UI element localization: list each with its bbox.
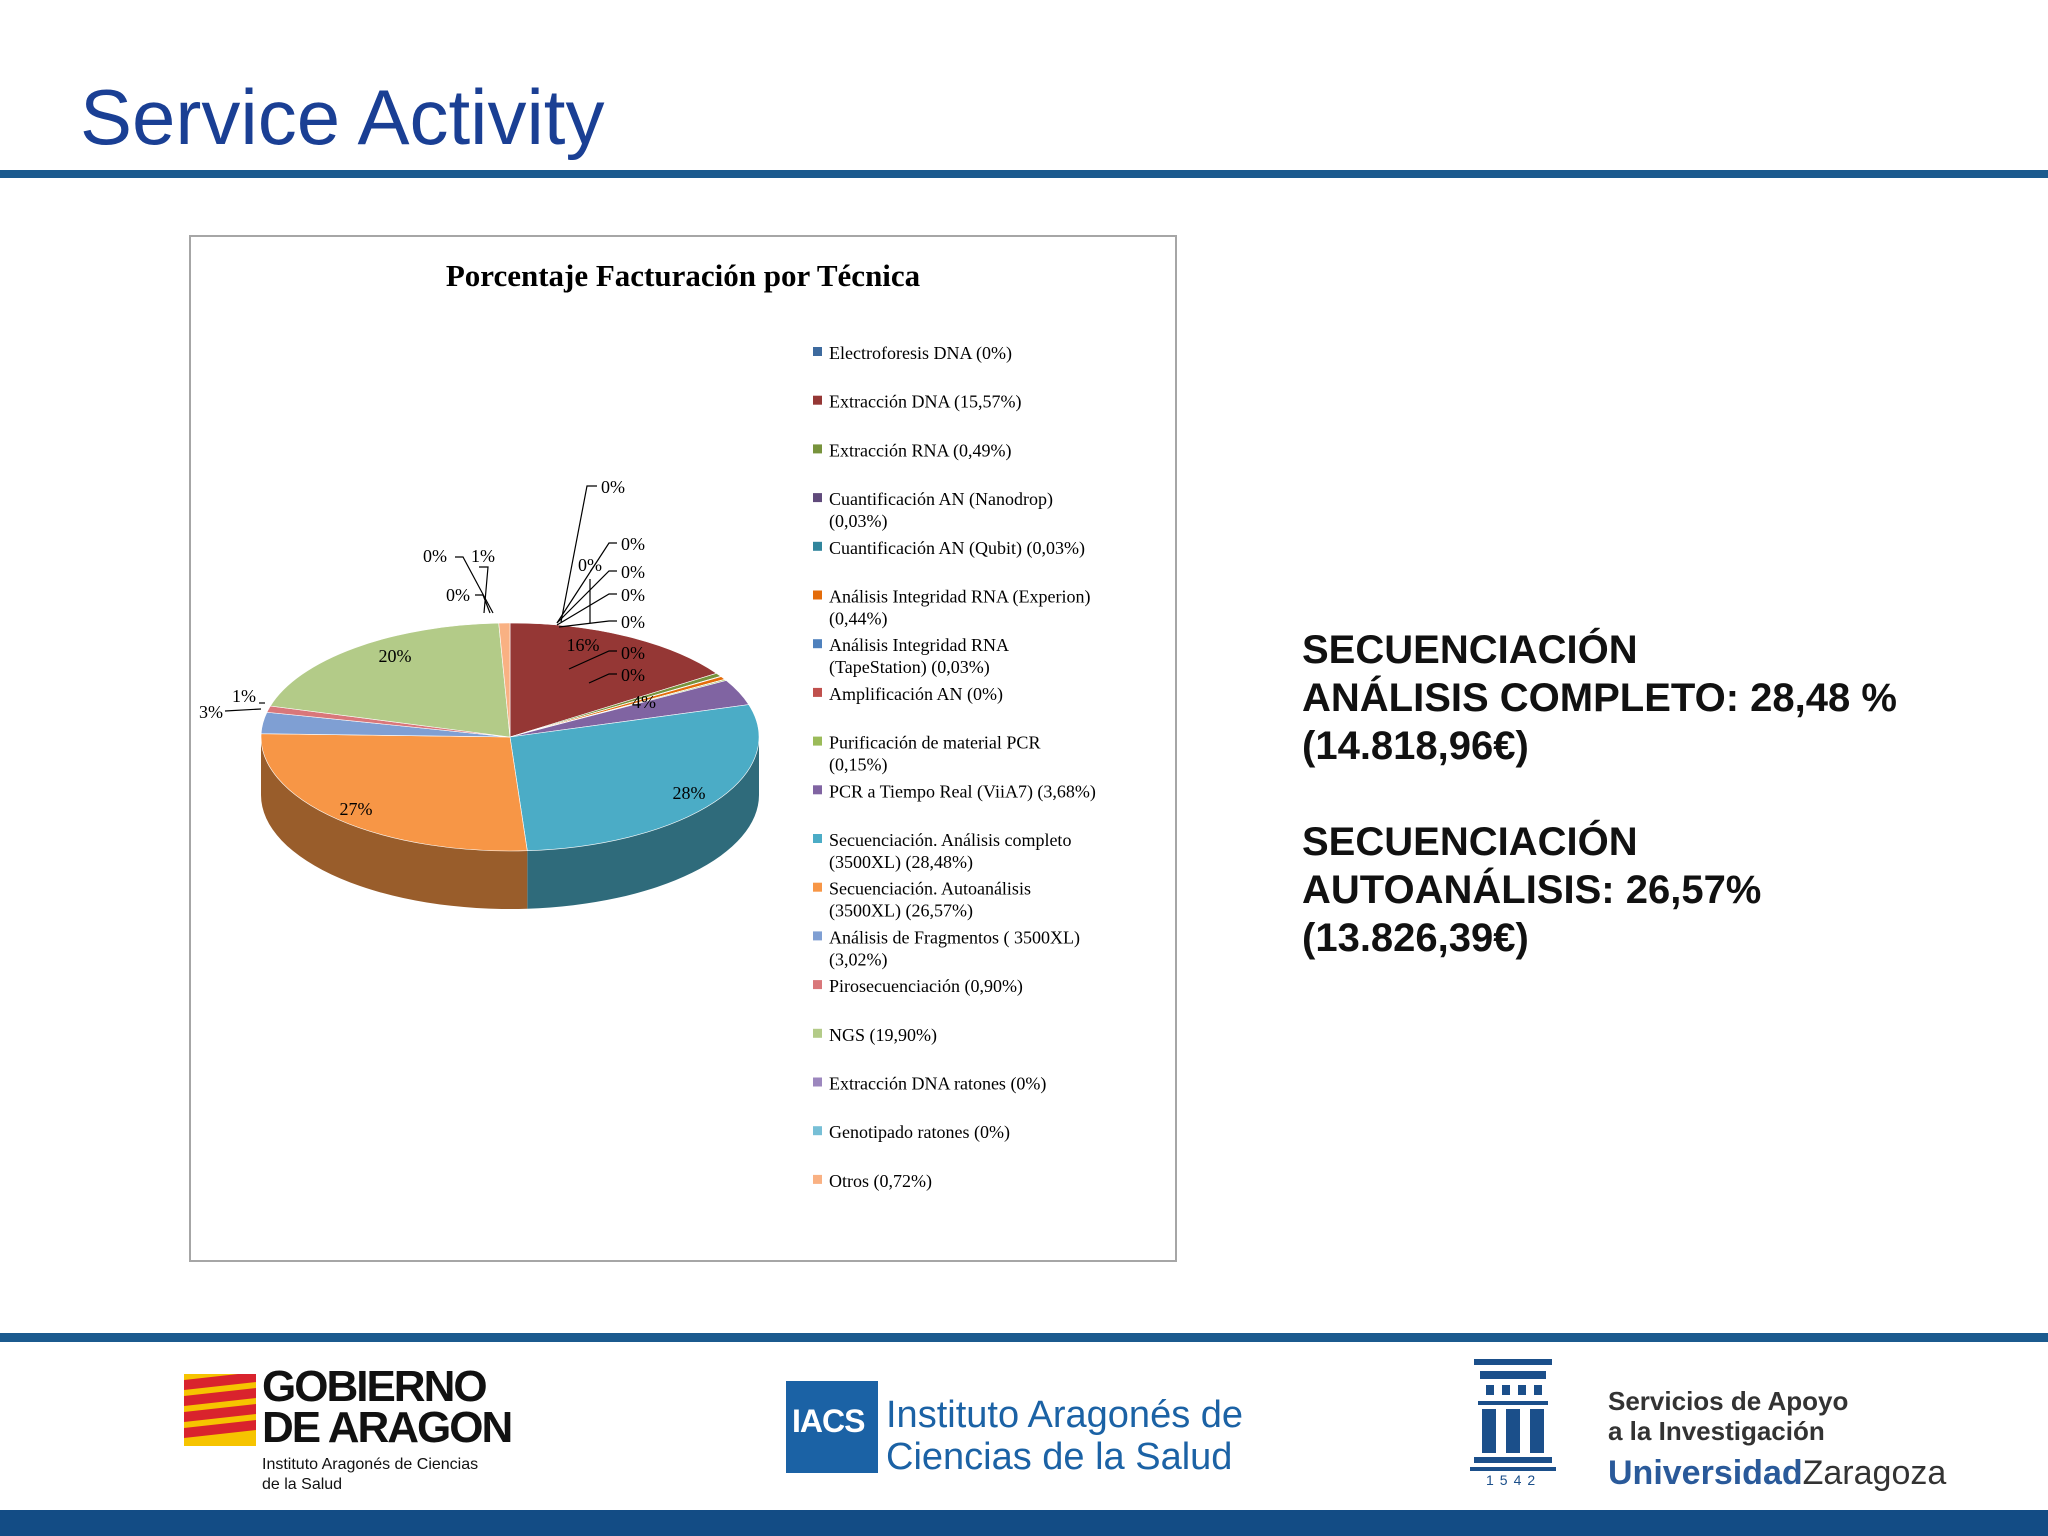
legend-swatch — [813, 737, 822, 746]
university-wordmark — [1608, 1454, 1946, 1493]
iacs-name-line1: Instituto Aragonés de — [886, 1394, 1244, 1436]
data-label: 0% — [578, 555, 602, 575]
legend-swatch — [813, 834, 822, 843]
uz-brand-bold: Universidad — [1608, 1454, 1803, 1492]
leader-line — [559, 621, 617, 627]
chart-title: Porcentaje Facturación por Técnica — [445, 258, 921, 293]
data-label: 0% — [621, 643, 645, 663]
footer-bar — [0, 1510, 2048, 1536]
uz-services-line2: a la Investigación — [1608, 1416, 1825, 1446]
university-emblem-icon — [1468, 1357, 1558, 1487]
legend-item: (3500XL) (28,48%) — [829, 852, 973, 872]
gobierno-logo-line1: GOBIERNO — [262, 1362, 486, 1411]
note-line: SECUENCIACIÓN — [1302, 628, 1638, 672]
legend-swatch — [813, 931, 822, 940]
legend-swatch — [813, 542, 822, 551]
data-label: 0% — [601, 477, 625, 497]
aragon-flag-icon — [184, 1374, 256, 1446]
legend-item: Pirosecuenciación (0,90%) — [829, 976, 1023, 997]
note-line: (13.826,39€) — [1302, 916, 1529, 960]
note-analisis-completo — [1302, 626, 1897, 770]
note-line: AUTOANÁLISIS: 26,57% — [1302, 868, 1762, 912]
legend-swatch — [813, 347, 822, 356]
legend-swatch — [813, 1126, 822, 1135]
pie-chart — [191, 237, 1175, 1260]
note-line: ANÁLISIS COMPLETO: 28,48 % — [1302, 676, 1897, 720]
legend-item: Secuenciación. Análisis completo — [829, 830, 1072, 850]
legend-swatch — [813, 785, 822, 794]
legend-swatch — [813, 1078, 822, 1087]
data-label: 3% — [199, 702, 223, 722]
legend-item: PCR a Tiempo Real (ViiA7) (3,68%) — [829, 781, 1096, 802]
data-label: 27% — [339, 799, 373, 819]
gobierno-logo-line2: DE ARAGON — [262, 1403, 512, 1452]
legend-swatch — [813, 1029, 822, 1038]
legend-swatch — [813, 688, 822, 697]
note-line: (14.818,96€) — [1302, 724, 1529, 768]
note-line: SECUENCIACIÓN — [1302, 820, 1638, 864]
legend-swatch — [813, 396, 822, 405]
data-label: 1% — [232, 686, 256, 706]
data-label: 4% — [632, 692, 656, 712]
legend-swatch — [813, 1175, 822, 1184]
legend-item: Amplificación AN (0%) — [829, 683, 1003, 704]
legend-item: Genotipado ratones (0%) — [829, 1122, 1010, 1143]
footer-divider — [0, 1333, 2048, 1342]
uz-services-line1: Servicios de Apoyo — [1608, 1386, 1849, 1416]
gobierno-logo-sub1: Instituto Aragonés de Ciencias — [262, 1456, 479, 1473]
leader-line — [225, 709, 261, 711]
data-label: 0% — [621, 534, 645, 554]
data-label: 0% — [621, 612, 645, 632]
legend-item: Análisis Integridad RNA — [829, 635, 1009, 656]
legend-item: Secuenciación. Autoanálisis — [829, 878, 1031, 899]
legend-swatch — [813, 444, 822, 453]
gobierno-logo-sub2: de la Salud — [262, 1476, 343, 1493]
legend-item: (TapeStation) (0,03%) — [829, 657, 990, 678]
data-label: 0% — [446, 585, 470, 605]
data-label: 28% — [672, 783, 706, 803]
legend-item: NGS (19,90%) — [829, 1024, 937, 1045]
legend-swatch — [813, 980, 822, 989]
legend-item: Extracción DNA (15,57%) — [829, 391, 1022, 412]
note-autoanalisis — [1302, 818, 1761, 962]
iacs-name-line2: Ciencias de la Salud — [886, 1436, 1233, 1478]
legend-item: Otros (0,72%) — [829, 1170, 932, 1191]
slide-title: Service Activity — [80, 73, 605, 161]
data-label: 0% — [621, 585, 645, 605]
data-label: 0% — [621, 562, 645, 582]
legend-item: Análisis Integridad RNA (Experion) — [829, 586, 1091, 607]
legend-item: (0,15%) — [829, 754, 888, 775]
iacs-logo-text: IACS — [792, 1403, 865, 1439]
legend-item: (0,44%) — [829, 608, 888, 629]
data-label: 20% — [378, 646, 412, 666]
data-label: 0% — [423, 546, 447, 566]
legend-item: Análisis de Fragmentos ( 3500XL) — [829, 927, 1080, 948]
legend-item: (3,02%) — [829, 949, 888, 970]
iacs-logo — [786, 1381, 878, 1473]
data-label: 1% — [471, 546, 495, 566]
title-divider — [0, 170, 2048, 178]
uz-brand-regular: Zaragoza — [1802, 1454, 1947, 1492]
legend-item: (3500XL) (26,57%) — [829, 900, 973, 921]
legend-item: Purificación de material PCR — [829, 732, 1041, 753]
legend-item: Cuantificación AN (Qubit) (0,03%) — [829, 537, 1085, 558]
legend-item: Electroforesis DNA (0%) — [829, 343, 1012, 363]
data-label: 16% — [566, 635, 600, 655]
legend-swatch — [813, 639, 822, 648]
legend-swatch — [813, 493, 822, 502]
university-year: 1542 — [1486, 1472, 1542, 1488]
data-label: 0% — [621, 665, 645, 685]
legend-swatch — [813, 883, 822, 892]
legend-swatch — [813, 591, 822, 600]
legend-item: Extracción RNA (0,49%) — [829, 440, 1012, 461]
legend-item: Cuantificación AN (Nanodrop) — [829, 489, 1053, 510]
legend-item: Extracción DNA ratones (0%) — [829, 1073, 1047, 1094]
legend-item: (0,03%) — [829, 511, 888, 532]
pie-chart-frame — [189, 235, 1177, 1262]
